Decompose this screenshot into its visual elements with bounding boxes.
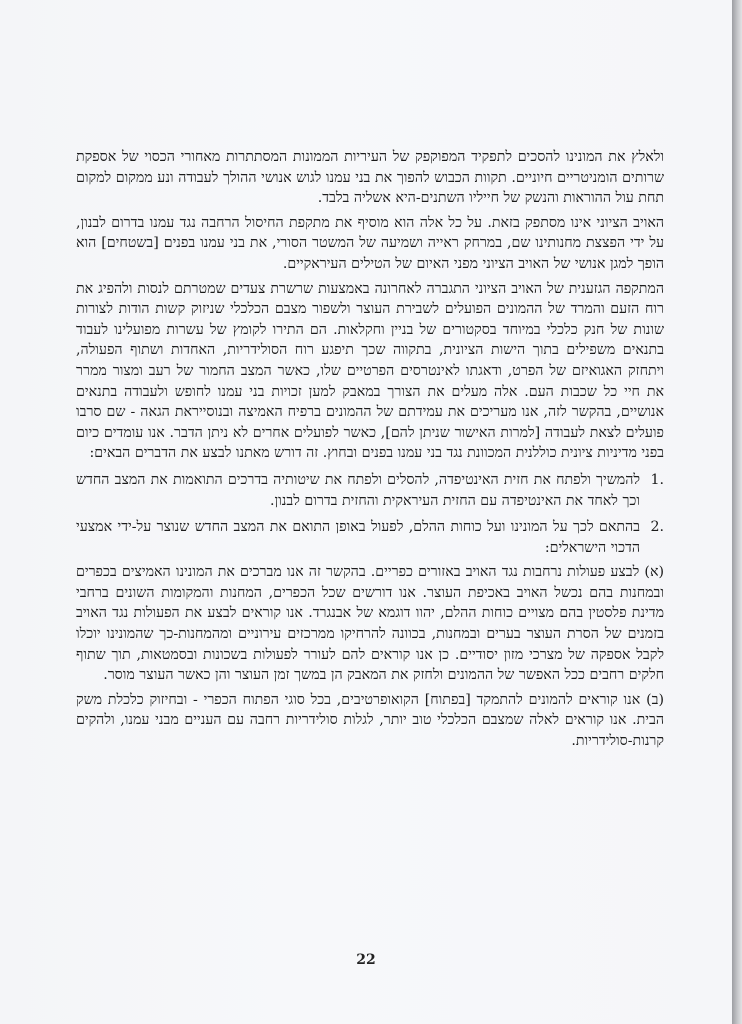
page-edge [732,0,742,1024]
item-text: בהתאם לכך על המונינו ועל כוחות ההלם, לפעול באופן התואם את המצב החדש שנוצר על-ידי אמצעי הדכוי הישראלים: [76,519,640,556]
numbered-item-2 [76,517,664,558]
page-number: 22 [356,952,376,968]
paragraph-3: המתקפה הגזענית של האויב הציוני התגברה לאחרונה באמצעות שרשרת צעדים שמטרתם לנסות ולהפיג את רוח הזעם והמרד של ההמונים הפועלים לשבירת העוצר ולשפור מצבם הכלכלי שניזוק קשות הודות לצורות שונות של חנק כלכלי במיוחד בסקטורים של בניין וחקלאות. הם התירו לקומץ של עשרות מפועלינו לעבוד בתנאים משפילים בתוך הישות הציונית, בתקווה שכך תיפגע רוח הסולידריות, האחדות ושתוף הפעולה, ויתחזק האגואיזם של הפרט, ודאגתו לאינטרסים הפרטיים שלו, כאשר המצב החמור של רעב ומצור ממרר את חיי כל שכבות העם. אלה מעלים את הצורך במאבק למען זכויות בני עמנו לחופש ולעבודה בתנאים אנושיים, בהקשר לזה, אנו מעריכים את עמידתם של ההמונים ברפיח האמיצה ובנוסייראת הגאה - שם סרבו פועלים לצאת לעבודה [למרות האישור שניתן להם], כאשר לפועלים אחרים לא ניתן הדבר. אנו עומדים כיום בפני מדיניות ציונית כוללנית המכוונת נגד בני עמנו בפנים ובחוץ. זה דורש מאתנו לבצע את הדברים הבאים: [76,280,664,462]
sub-item-b: (ב) אנו קוראים להמונים להתמקד [בפתוח] הקואופרטיבים, בכל סוגי הפתוח הכפרי - ובחיזוק כלכלת משק הבית. אנו קוראים לאלה שמצבם הכלכלי טוב יותר, לגלות סולידריות רחבה עם העניים מבני עמנו, ולהקים קרנות-סולידריות. [76,691,664,750]
item-text: להמשיך ולפתח את חזית האינטיפדה, להסלים ולפתח את שיטותיה בדרכים התואמות את המצב החדש וכך לאחד את האינטיפדה עם החזית העיראקית והחזית בדרום לבנון. [76,471,640,509]
item-number: 2. [650,519,664,536]
item-number: 1. [650,471,664,488]
paragraph-1: ולאלץ את המונינו להסכים לתפקיד המפוקפק של העיריות הממונות המסתתרות מאחורי הכסוי של אספקת שרותים הומניטריים חיוניים. תקוות הכבוש להפוך את בני עמנו לגוש אנושי ההולך לעבודה ונע ממקום למקום תחת עול ההוראות והנשק של חייליו השתנים-היא אשליה בלבד. [76,149,664,207]
body-text [76,147,664,756]
sub-item-a: (א) לבצע פעולות נרחבות נגד האויב באזורים כפריים. בהקשר זה אנו מברכים את המונינו האמיצים בכפרים ובמחנות בהם נכשל האויב באכיפת העוצר. אנו דורשים שכל הכפרים, המחנות והמקומות השונים ברחבי מדינת פלסטין בהם מצויים כוחות ההלם, יהוו דוגמא של אבנגרד. אנו קוראים לבצע את הפעולות נגד האויב בזמנים של הסרת העוצר בערים ובמחנות, בכוונה להרחיקו ממרכזים עירוניים ומהמחנות-כך שהמונינו יוכלו לקבל אספקה של מצרכי מזון יסודיים. כן אנו קוראים להם לעורר לפעולות בשכונות ובסמטאות, תוך שתוף חלקים רחבים ככל האפשר של ההמונים ולחזק את המאבק הן במשך זמן העוצר והן כאשר העוצר מוסר. [76,564,664,684]
numbered-item-1 [76,470,664,511]
paragraph-2: האויב הציוני אינו מסתפק בזאת. על כל אלה הוא מוסיף את מתקפת החיסול הרחבה נגד עמנו בדרום לבנון, על ידי הפצצת מחנותינו שם, במרחק ראייה ושמיעה של המשטר הסורי, את בני עמנו בפנים [בשטחים] הוא הופך למגן אנושי של האויב הציוני מפני האיום של הטילים העיראקיים. [76,214,664,272]
